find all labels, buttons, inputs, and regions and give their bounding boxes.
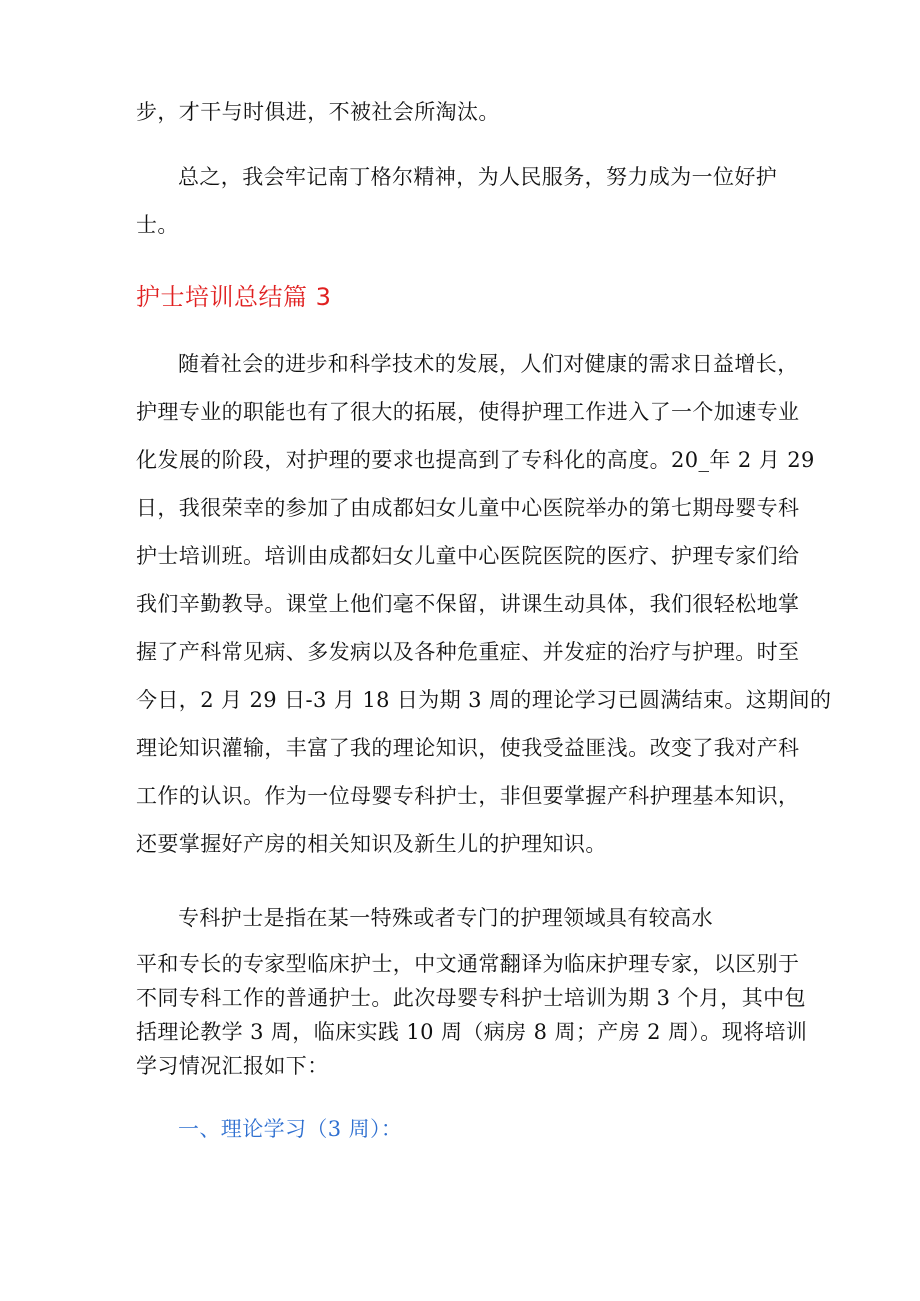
paragraph2-line-1: 专科护士是指在某一特殊或者专门的护理领域具有较高水 (178, 906, 713, 930)
intro-line-3: 士。 (136, 213, 179, 237)
subsection-title: 一、理论学习（3 周）： (178, 1117, 403, 1141)
paragraph2-line-3: 不同专科工作的普通护士。此次母婴专科护士培训为期 3 个月，其中包 (136, 986, 806, 1010)
paragraph1-line-11: 还要掌握好产房的相关知识及新生儿的护理知识。 (136, 832, 607, 856)
paragraph1-line-1: 随着社会的进步和科学技术的发展，人们对健康的需求日益增长， (178, 352, 799, 376)
paragraph1-line-7: 握了产科常见病、多发病以及各种危重症、并发症的治疗与护理。时至 (136, 640, 800, 664)
paragraph1-line-8: 今日，2 月 29 日-3 月 18 日为期 3 周的理论学习已圆满结束。这期间的 (136, 688, 832, 712)
paragraph2-line-4: 括理论教学 3 周，临床实践 10 周（病房 8 周；产房 2 周）。现将培训 (136, 1020, 808, 1044)
paragraph2-line-5: 学习情况汇报如下： (136, 1054, 329, 1078)
paragraph2-line-2: 平和专长的专家型临床护士，中文通常翻译为临床护理专家，以区别于 (136, 952, 800, 976)
intro-line-1: 步，才干与时俱进，不被社会所淘汰。 (136, 100, 500, 124)
paragraph1-line-10: 工作的认识。作为一位母婴专科护士，非但要掌握产科护理基本知识， (136, 784, 800, 808)
paragraph1-line-5: 护士培训班。培训由成都妇女儿童中心医院医院的医疗、护理专家们给 (136, 544, 800, 568)
section-title: 护士培训总结篇 3 (136, 283, 332, 311)
paragraph1-line-9: 理论知识灌输，丰富了我的理论知识，使我受益匪浅。改变了我对产科 (136, 736, 800, 760)
paragraph1-line-2: 护理专业的职能也有了很大的拓展，使得护理工作进入了一个加速专业 (136, 400, 800, 424)
intro-line-2: 总之，我会牢记南丁格尔精神，为人民服务，努力成为一位好护 (178, 165, 778, 189)
paragraph1-line-6: 我们辛勤教导。课堂上他们毫不保留，讲课生动具体，我们很轻松地掌 (136, 592, 800, 616)
paragraph1-line-3: 化发展的阶段，对护理的要求也提高到了专科化的高度。20_年 2 月 29 (136, 448, 815, 472)
paragraph1-line-4: 日，我很荣幸的参加了由成都妇女儿童中心医院举办的第七期母婴专科 (136, 496, 800, 520)
